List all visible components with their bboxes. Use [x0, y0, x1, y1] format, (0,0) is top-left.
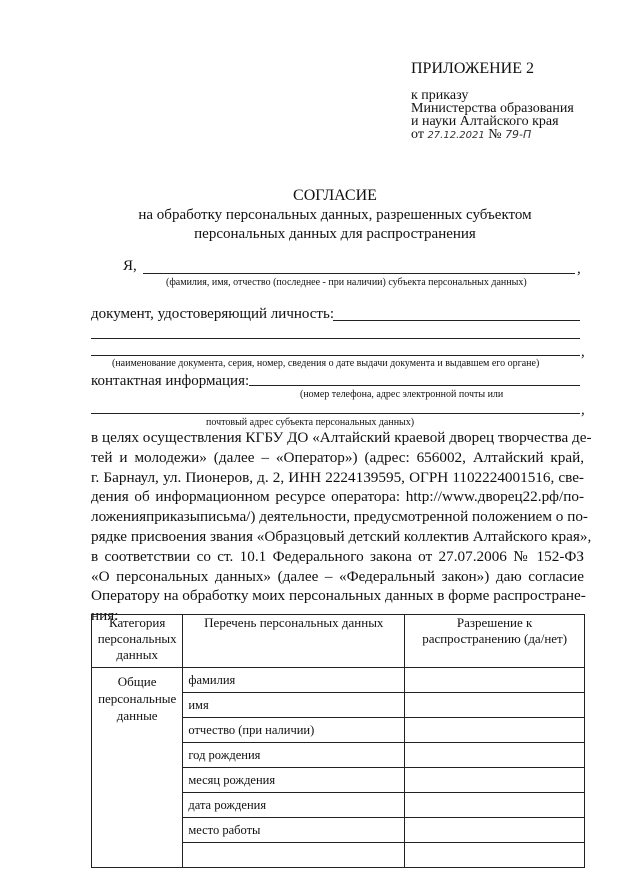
- paragraph-line: в целях осуществления КГБУ ДО «Алтайский краевой дворец творчества де-: [91, 429, 592, 446]
- item-cell: месяц рождения: [183, 768, 405, 793]
- paragraph-line: рядке присвоения звания «Образцовый детский коллектив Алтайского края»,: [91, 527, 592, 545]
- header-permission: Разрешение к распространению (да/нет): [405, 615, 585, 668]
- paragraph-line: ния:: [91, 607, 119, 625]
- personal-data-table: [91, 614, 585, 868]
- permission-cell[interactable]: [405, 668, 585, 693]
- order-line-2: Министерства образования: [411, 101, 574, 116]
- contact-label: контактная информация:: [91, 373, 250, 389]
- item-cell: отчество (при наличии): [183, 718, 405, 743]
- permission-cell[interactable]: [405, 843, 585, 868]
- fio-hint: (фамилия, имя, отчество (последнее - при наличии) субъекта персональных данных): [166, 277, 527, 288]
- contact-field-line-2[interactable]: [91, 413, 580, 414]
- category-cell: Общие персональные данные: [92, 668, 183, 868]
- item-cell: имя: [183, 693, 405, 718]
- document-title: СОГЛАСИЕ: [293, 187, 377, 204]
- contact-hint-1: (номер телефона, адрес электронной почты или: [300, 389, 504, 400]
- permission-cell[interactable]: [405, 693, 585, 718]
- contact-comma: ,: [581, 402, 585, 418]
- i-label: Я,: [123, 258, 137, 274]
- item-cell-empty: [183, 843, 405, 868]
- from-label: от: [411, 127, 424, 142]
- permission-cell[interactable]: [405, 768, 585, 793]
- item-cell: дата рождения: [183, 793, 405, 818]
- paragraph-line: г. Барнаул, ул. Пионеров, д. 2, ИНН 2224139595, ОГРН 1102224001516, све-: [91, 468, 584, 486]
- table-header-row: [92, 615, 585, 668]
- number-label: №: [488, 127, 502, 142]
- handwritten-date: 27.12.2021: [427, 130, 485, 141]
- paragraph-line: ложенияприказыписьма/) деятельности, предусмотренной положением о по-: [91, 508, 588, 526]
- paragraph-line: в соответствии со ст. 10.1 Федерального закона от 27.07.2006 № 152-ФЗ: [91, 547, 584, 565]
- fio-field[interactable]: [143, 273, 575, 274]
- id-document-hint: (наименование документа, серия, номер, сведения о дате выдачи документа и выдавшем его органе): [112, 358, 540, 369]
- paragraph-line: дения об информационном ресурсе оператора: http://www.дворец22.рф/по-: [91, 488, 584, 506]
- id-document-field-line-2[interactable]: [91, 338, 580, 339]
- order-line-3: и науки Алтайского края: [411, 114, 559, 129]
- id-document-label: документ, удостоверяющий личность:: [91, 306, 334, 322]
- fio-comma: ,: [577, 261, 581, 277]
- id-document-comma: ,: [581, 344, 585, 360]
- paragraph-line: Оператору на обработку моих персональных данных в форме распростране-: [91, 587, 586, 605]
- header-list: Перечень персональных данных: [183, 615, 405, 668]
- id-document-field-line-3[interactable]: [91, 355, 580, 356]
- order-date-line: [411, 127, 531, 143]
- id-document-field[interactable]: [333, 320, 580, 321]
- paragraph-line: «О персональных данных» (далее – «Федеральный закон») даю согласие: [91, 567, 584, 585]
- document-subtitle-2: персональных данных для распространения: [194, 226, 476, 242]
- permission-cell[interactable]: [405, 743, 585, 768]
- contact-field[interactable]: [249, 385, 580, 386]
- consent-paragraph: [91, 428, 592, 626]
- item-cell: год рождения: [183, 743, 405, 768]
- item-cell: место работы: [183, 818, 405, 843]
- item-cell: фамилия: [183, 668, 405, 693]
- contact-hint-2: почтовый адрес субъекта персональных данных): [206, 417, 415, 428]
- permission-cell[interactable]: [405, 793, 585, 818]
- handwritten-number: 79-П: [505, 128, 532, 141]
- permission-cell[interactable]: [405, 718, 585, 743]
- appendix-title: ПРИЛОЖЕНИЕ 2: [411, 60, 535, 77]
- order-line-1: к приказу: [411, 88, 469, 103]
- paragraph-line: тей и молодежи» (далее – «Оператор») (адрес: 656002, Алтайский край,: [91, 448, 584, 466]
- table-row: [92, 668, 585, 693]
- header-category: Категория персональных данных: [92, 615, 183, 668]
- document-subtitle-1: на обработку персональных данных, разрешенных субъектом: [138, 207, 532, 223]
- permission-cell[interactable]: [405, 818, 585, 843]
